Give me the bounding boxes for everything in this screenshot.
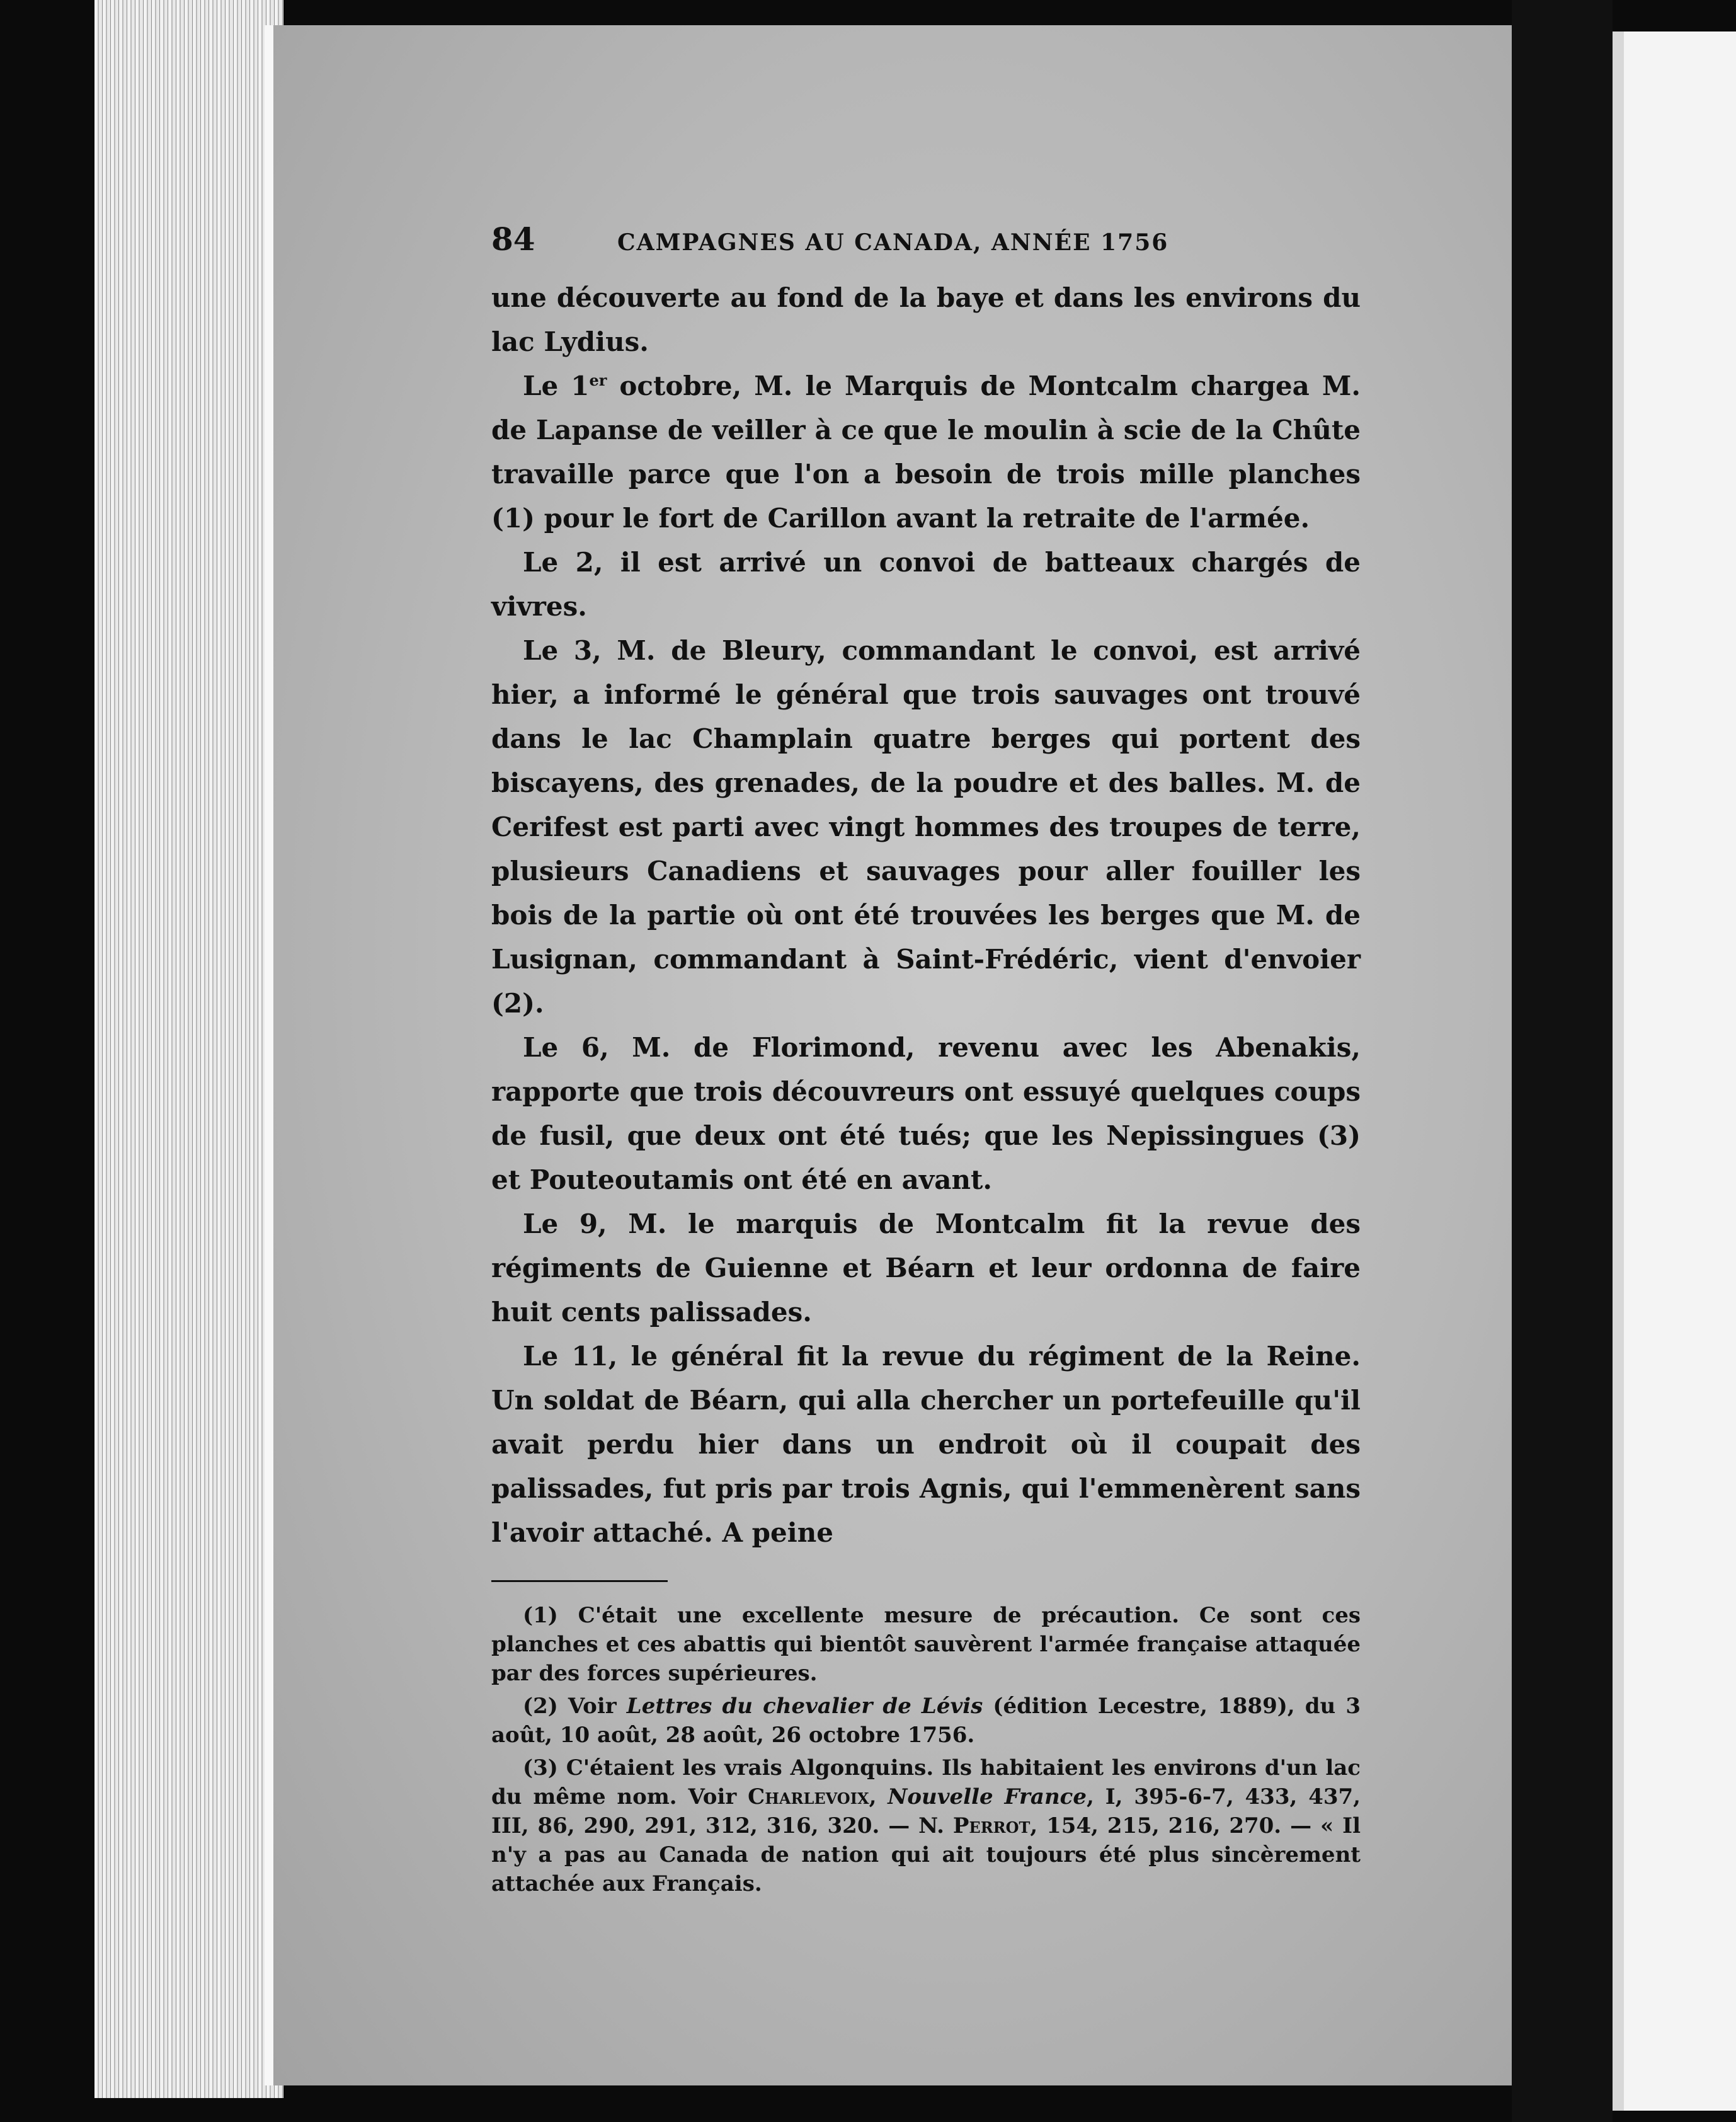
paragraph-oct-6: Le 6, M. de Florimond, revenu avec les Abenakis, rapporte que trois découvreurs ont essuyé quelques coups de fusil, que deux ont été tués; que les Nepissingues (3) et Pouteoutamis ont été en avant. <box>491 1032 1361 1195</box>
paragraph-oct-2: Le 2, il est arrivé un convoi de batteaux chargés de vivres. <box>491 547 1361 622</box>
paragraph-oct-11: Le 11, le général fit la revue du régiment de la Reine. Un soldat de Béarn, qui alla chercher un portefeuille qu'il avait perdu hier dans un endroit où il coupait des palissades, fut pris par trois Agnis, qui l'emmenèrent sans l'avoir attaché. A peine <box>491 1341 1361 1548</box>
running-title: CAMPAGNES AU CANADA, ANNÉE 1756 <box>617 229 1169 256</box>
right-page-edge <box>1613 32 1736 2111</box>
paragraph-oct-1: Le 1er octobre, M. le Marquis de Montcalm chargea M. de Lapanse de veiller à ce que le moulin à scie de la Chûte travaille parce que l'on a besoin de trois mille planches (1) pour le fort de Carillon avant la retraite de l'armée. <box>491 370 1361 534</box>
footnote-rule <box>491 1580 668 1582</box>
left-page-edges <box>94 0 283 2098</box>
footnote-2: (2) Voir Lettres du chevalier de Lévis (édition Lecestre, 1889), du 3 août, 10 août, 28 août, 26 octobre 1756. <box>491 1694 1361 1748</box>
page-number: 84 <box>491 221 535 258</box>
page-text-block <box>491 221 1361 1902</box>
running-head <box>491 221 1361 265</box>
paragraph-oct-9: Le 9, M. le marquis de Montcalm fit la revue des régiments de Guienne et Béarn et leur ordonna de faire huit cents palissades. <box>491 1208 1361 1328</box>
book-gutter <box>1512 0 1613 2122</box>
footnote-1: (1) C'était une excellente mesure de précaution. Ce sont ces planches et ces abattis qui bientôt sauvèrent l'armée française attaquée par des forces supérieures. <box>491 1603 1361 1686</box>
paragraph-oct-3: Le 3, M. de Bleury, commandant le convoi, est arrivé hier, a informé le général que trois sauvages ont trouvé dans le lac Champlain quatre berges qui portent des biscayens, des grenades, de la poudre et des balles. M. de Cerifest est parti avec vingt hommes des troupes de terre, plusieurs Canadiens et sauvages pour aller fouiller les bois de la partie où ont été trouvées les berges que M. de Lusignan, commandant à Saint-Frédéric, vient d'envoier (2). <box>491 635 1361 1019</box>
paragraph-continuation: une découverte au fond de la baye et dans les environs du lac Lydius. <box>491 282 1361 357</box>
footnote-3: (3) C'étaient les vrais Algonquins. Ils habitaient les environs d'un lac du même nom. Voir Charlevoix, Nouvelle France, I, 395-6-7, 433, 437, III, 86, 290, 291, 312, 316, 320. — N. Perrot, 154, 215, 216, 270. — « Il n'y a pas au Canada de nation qui ait toujours été plus sincèrement attachée aux Français. <box>491 1755 1361 1896</box>
